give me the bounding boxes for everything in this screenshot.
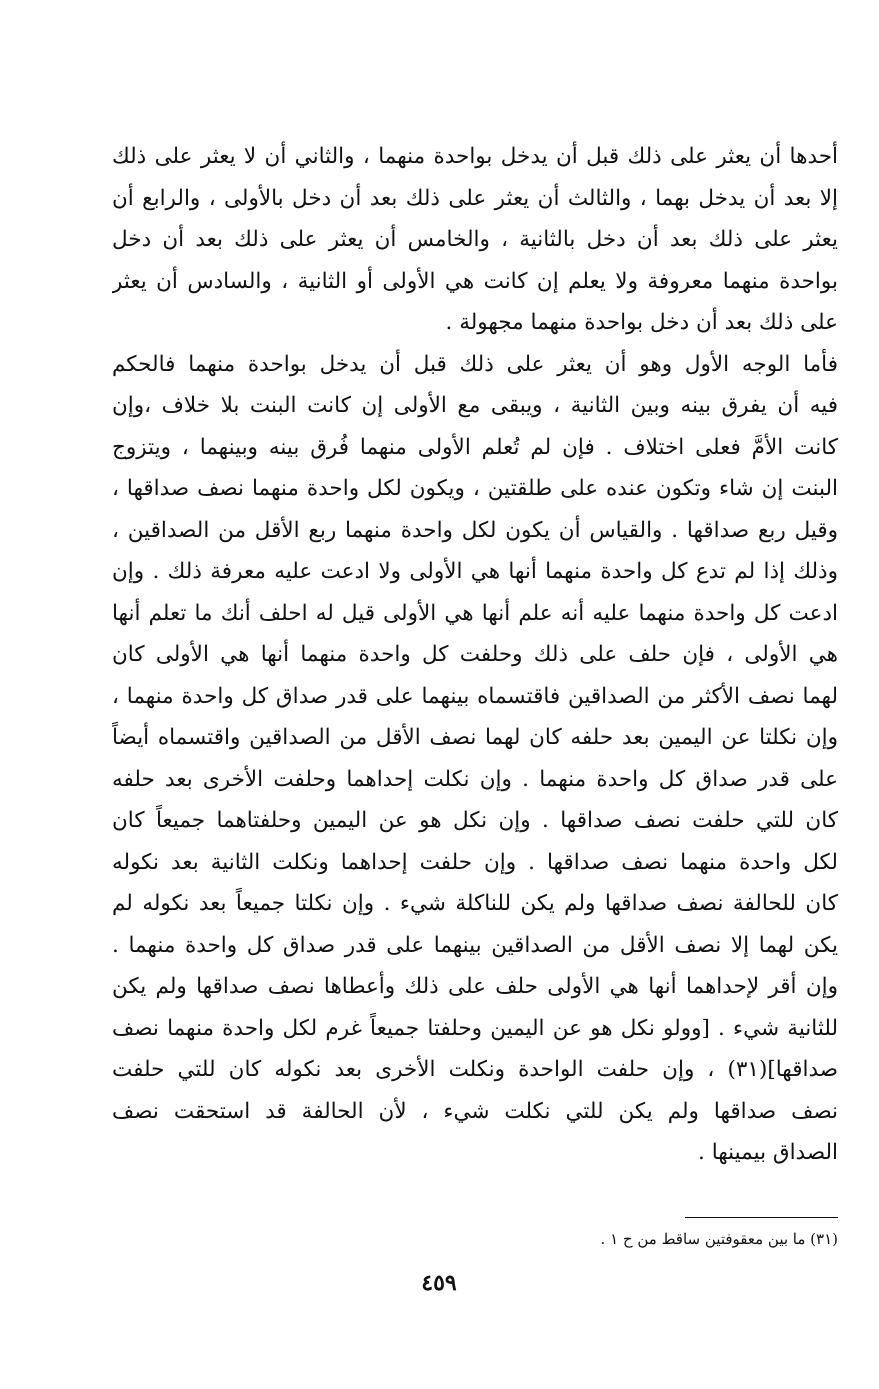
- text-line: أحدها أن يعثر على ذلك قبل أن يدخل بواحدة منهما ، والثاني أن لا يعثر على ذلك: [112, 144, 838, 169]
- text-line: ادعت كل واحدة منهما عليه أنه علم أنها هي الأولى قيل له احلف أنك ما تعلم أنها: [112, 600, 838, 626]
- text-line: كان للحالفة نصف صداقها ولم يكن للناكلة شيء . وإن نكلتا جميعاً بعد نكوله لم: [112, 891, 838, 916]
- text-line: وإن نكلتا عن اليمين بعد حلفه كان لهما نصف الأقل من الصداقين واقتسماه أيضاً: [112, 725, 838, 750]
- text-line: فيه أن يفرق بينه وبين الثانية ، ويبقى مع الأولى إن كانت البنت بلا خلاف ،وإن: [112, 393, 838, 418]
- text-line: كان للتي حلفت نصف صداقها . وإن نكل هو عن اليمين وحلفتاهما جميعاً كان: [112, 808, 838, 833]
- text-line: كانت الأمَّ فعلى اختلاف . فإن لم تُعلم الأولى منهما فُرق بينه وبينهما ، ويتزوج: [112, 434, 838, 460]
- text-line: الصداق بيمينها .: [698, 1140, 838, 1165]
- text-line: على ذلك بعد أن دخل بواحدة منهما مجهولة .: [445, 310, 838, 335]
- text-line: يعثر على ذلك بعد أن دخل بالثانية ، والخامس أن يعثر على ذلك بعد أن دخل: [112, 227, 838, 252]
- text-line: فأما الوجه الأول وهو أن يعثر على ذلك قبل أن يدخل بواحدة منهما فالحكم: [112, 351, 838, 377]
- text-line: للثانية شيء . [وولو نكل هو عن اليمين وحلفتا جميعاً غرم لكل واحدة منهما نصف: [112, 1015, 838, 1041]
- footnote: (٣١) ما بين معقوفتين ساقط من ح ١ .: [600, 1230, 838, 1248]
- text-line: إلا بعد أن يدخل بهما ، والثالث أن يعثر على ذلك بعد أن دخل بالأولى ، والرابع أن: [112, 185, 838, 211]
- page-number: ٤٥٩: [421, 1270, 457, 1296]
- footnote-separator: [685, 1217, 838, 1218]
- text-line: على قدر صداق كل واحدة منهما . وإن نكلت إحداهما وحلفت الأخرى بعد حلفه: [112, 766, 838, 792]
- text-line: صداقها](٣١) ، وإن حلفت الواحدة ونكلت الأخرى بعد نكوله كان للتي حلفت: [112, 1057, 838, 1082]
- text-line: نصف صداقها ولم يكن للتي نكلت شيء ، لأن الحالفة قد استحقت نصف: [112, 1098, 838, 1124]
- text-line: وذلك إذا لم تدع كل واحدة منهما أنها هي الأولى ولا ادعت عليه معرفة ذلك . وإن: [112, 559, 838, 584]
- text-line: هي الأولى ، فإن حلف على ذلك وحلفت كل واحدة منهما أنها هي الأولى كان: [112, 642, 838, 667]
- text-line: وإن أقر لإحداهما أنها هي الأولى حلف على ذلك وأعطاها نصف صداقها ولم يكن: [112, 974, 838, 999]
- main-text: [112, 136, 838, 1174]
- text-line: لكل واحدة منهما نصف صداقها . وإن حلفت إحداهما ونكلت الثانية بعد نكوله: [112, 849, 838, 875]
- text-line: البنت إن شاء وتكون عنده على طلقتين ، ويكون لكل واحدة منهما نصف صداقها ،: [112, 476, 838, 501]
- text-line: بواحدة منهما معروفة ولا يعلم إن كانت هي الأولى أو الثانية ، والسادس أن يعثر: [112, 268, 838, 294]
- text-line: لهما نصف الأكثر من الصداقين فاقتسماه بينهما على قدر صداق كل واحدة منهما ،: [112, 683, 838, 709]
- text-line: يكن لهما إلا نصف الأقل من الصداقين بينهما على قدر صداق كل واحدة منهما .: [112, 932, 838, 958]
- text-line: وقيل ربع صداقها . والقياس أن يكون لكل واحدة منهما ربع الأقل من الصداقين ،: [112, 517, 838, 543]
